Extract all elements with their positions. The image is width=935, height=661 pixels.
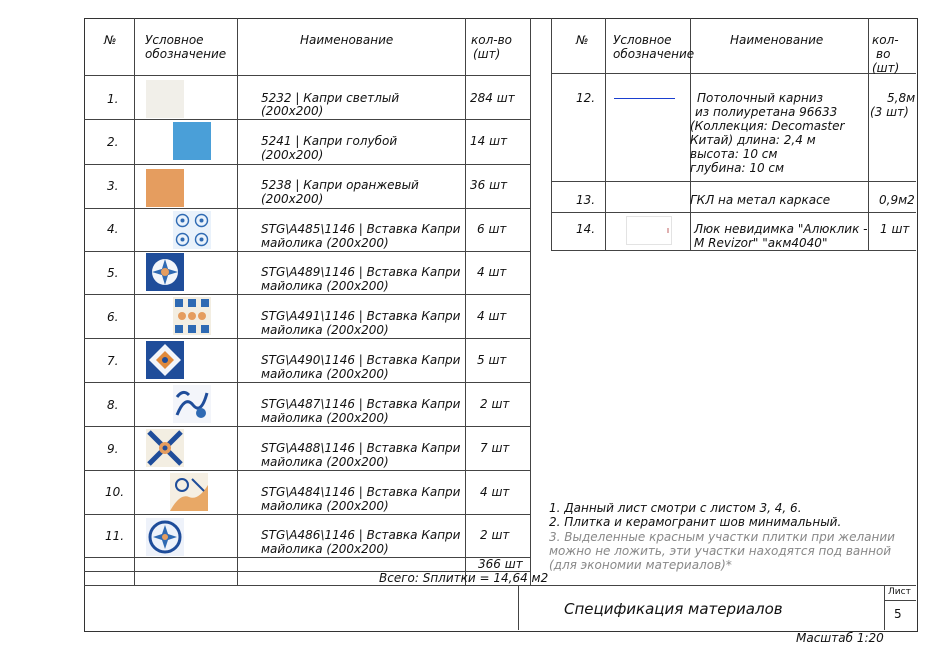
row-number: 10. <box>105 485 125 499</box>
item-qty: 5,8м <box>887 91 916 105</box>
item-qty: 2 шт <box>480 528 510 542</box>
item-name-line: высота: 10 см <box>690 147 778 161</box>
item-qty: 5 шт <box>477 353 507 367</box>
grid-line <box>84 119 530 120</box>
grid-line <box>84 557 530 558</box>
hatch-symbol-icon <box>626 216 672 245</box>
note-3: 3. Выделенные красным участки плитки при желании <box>549 530 895 544</box>
sheet-label: Лист <box>888 587 911 597</box>
item-qty: 284 шт <box>470 91 515 105</box>
item-size: майолика (200х200) <box>261 542 389 556</box>
item-size: (200х200) <box>261 104 324 118</box>
majolica-tile-icon <box>173 385 211 423</box>
row-number: 5. <box>107 266 119 280</box>
item-name: 5238 | Капри оранжевый <box>261 178 419 192</box>
item-qty: 4 шт <box>477 309 507 323</box>
header-symbol-2: обозначение <box>613 47 695 61</box>
grid-line <box>84 338 530 339</box>
item-size: майолика (200х200) <box>261 367 389 381</box>
total-area: Всего: Sплитки = 14,64 м2 <box>379 571 549 585</box>
item-qty: 36 шт <box>470 178 508 192</box>
grid-line <box>84 382 530 383</box>
item-size: майолика (200х200) <box>261 279 389 293</box>
item-qty: 2 шт <box>480 397 510 411</box>
row-number: 1. <box>107 92 119 106</box>
item-name-line: M Revizor" "акм4040" <box>694 236 828 250</box>
header-symbol: Условное <box>145 33 204 47</box>
item-qty: 4 шт <box>480 485 510 499</box>
item-name: STG\A490\1146 | Вставка Капри <box>261 353 461 367</box>
majolica-tile-icon <box>170 473 208 511</box>
header-qty: кол- <box>872 33 899 47</box>
item-name: STG\A488\1146 | Вставка Капри <box>261 441 461 455</box>
majolica-tile-icon <box>146 518 184 556</box>
grid-line <box>530 18 531 585</box>
sheet-title: Спецификация материалов <box>564 600 783 618</box>
row-number: 14. <box>576 222 596 236</box>
header-name: Наименование <box>300 33 394 47</box>
item-name: STG\A484\1146 | Вставка Капри <box>261 485 461 499</box>
item-size: майолика (200х200) <box>261 455 389 469</box>
majolica-tile-icon <box>146 429 184 467</box>
blue-tile-icon <box>173 122 211 160</box>
row-number: 3. <box>107 179 119 193</box>
item-name: STG\A487\1146 | Вставка Капри <box>261 397 461 411</box>
item-qty: 14 шт <box>470 134 508 148</box>
note-1: 1. Данный лист смотри с листом 3, 4, 6. <box>549 501 802 515</box>
orange-tile-icon <box>146 169 184 207</box>
item-name-line: глубина: 10 см <box>690 161 785 175</box>
row-number: 12. <box>576 91 596 105</box>
row-number: 7. <box>107 354 119 368</box>
item-size: (200х200) <box>261 192 324 206</box>
scale-label: Масштаб 1:20 <box>796 631 884 645</box>
header-symbol: Условное <box>613 33 672 47</box>
grid-line <box>868 18 869 250</box>
item-name: ГКЛ на метал каркасе <box>690 193 831 207</box>
grid-line <box>84 208 530 209</box>
item-qty: 4 шт <box>477 265 507 279</box>
item-size: (200х200) <box>261 148 324 162</box>
hatch-handle-icon <box>667 228 669 233</box>
cornice-symbol-icon <box>614 98 675 99</box>
grid-line <box>551 181 916 182</box>
grid-line <box>84 470 530 471</box>
row-number: 11. <box>105 529 125 543</box>
item-size: майолика (200х200) <box>261 323 389 337</box>
grid-line <box>605 18 606 250</box>
header-qty-2: во <box>876 47 891 61</box>
grid-line <box>551 18 552 250</box>
grid-line <box>84 514 530 515</box>
grid-line <box>551 73 916 74</box>
item-size: майолика (200х200) <box>261 411 389 425</box>
item-name: Потолочный карниз <box>697 91 823 105</box>
grid-line <box>84 75 530 76</box>
item-name: STG\A485\1146 | Вставка Капри <box>261 222 461 236</box>
item-name: 5241 | Капри голубой <box>261 134 398 148</box>
row-number: 4. <box>107 222 119 236</box>
item-name-line: (Коллекция: Decomaster <box>690 119 845 133</box>
light-tile-icon <box>146 80 184 118</box>
item-name: 5232 | Капри светлый <box>261 91 400 105</box>
row-number: 2. <box>107 135 119 149</box>
header-num: № <box>576 33 589 47</box>
item-qty-2: (3 шт) <box>870 105 909 119</box>
grid-line <box>884 600 916 601</box>
grid-line <box>551 212 916 213</box>
item-name-line: из полиуретана 96633 <box>695 105 838 119</box>
header-symbol-2: обозначение <box>145 47 227 61</box>
header-name: Наименование <box>730 33 824 47</box>
note-3-line-3: (для экономии материалов)* <box>549 558 732 572</box>
sheet-number: 5 <box>894 607 902 621</box>
grid-line <box>84 251 530 252</box>
header-qty-2: (шт) <box>473 47 501 61</box>
grid-line <box>84 426 530 427</box>
item-size: майолика (200х200) <box>261 499 389 513</box>
grid-line <box>84 294 530 295</box>
row-number: 9. <box>107 442 119 456</box>
item-qty: 0,9м2 <box>879 193 915 207</box>
majolica-tile-icon <box>146 253 184 291</box>
header-qty: кол-во <box>471 33 513 47</box>
header-num: № <box>104 33 117 47</box>
grid-line <box>884 585 885 630</box>
item-qty: 1 шт <box>880 222 910 236</box>
item-name-line: Китай) длина: 2,4 м <box>690 133 816 147</box>
grid-line <box>134 18 135 585</box>
grid-line <box>551 250 916 251</box>
item-qty: 6 шт <box>477 222 507 236</box>
header-qty-3: (шт) <box>872 61 900 75</box>
row-number: 13. <box>576 193 596 207</box>
item-name: STG\A486\1146 | Вставка Капри <box>261 528 461 542</box>
grid-line <box>84 164 530 165</box>
majolica-tile-icon <box>173 211 211 249</box>
row-number: 8. <box>107 398 119 412</box>
item-name: STG\A491\1146 | Вставка Капри <box>261 309 461 323</box>
note-3-line-2: можно не ложить, эти участки находятся под ванной <box>549 544 892 558</box>
grid-line <box>465 18 466 585</box>
majolica-tile-icon <box>173 297 211 335</box>
item-name: STG\A489\1146 | Вставка Капри <box>261 265 461 279</box>
majolica-tile-icon <box>146 341 184 379</box>
grid-line <box>518 585 519 630</box>
grid-line <box>237 18 238 585</box>
row-number: 6. <box>107 310 119 324</box>
grid-line <box>84 585 916 586</box>
note-2: 2. Плитка и керамогранит шов минимальный. <box>549 515 842 529</box>
item-qty: 7 шт <box>480 441 510 455</box>
item-name: Люк невидимка "Алюклик - <box>694 222 868 236</box>
item-size: майолика (200х200) <box>261 236 389 250</box>
total-qty: 366 шт <box>478 557 523 571</box>
